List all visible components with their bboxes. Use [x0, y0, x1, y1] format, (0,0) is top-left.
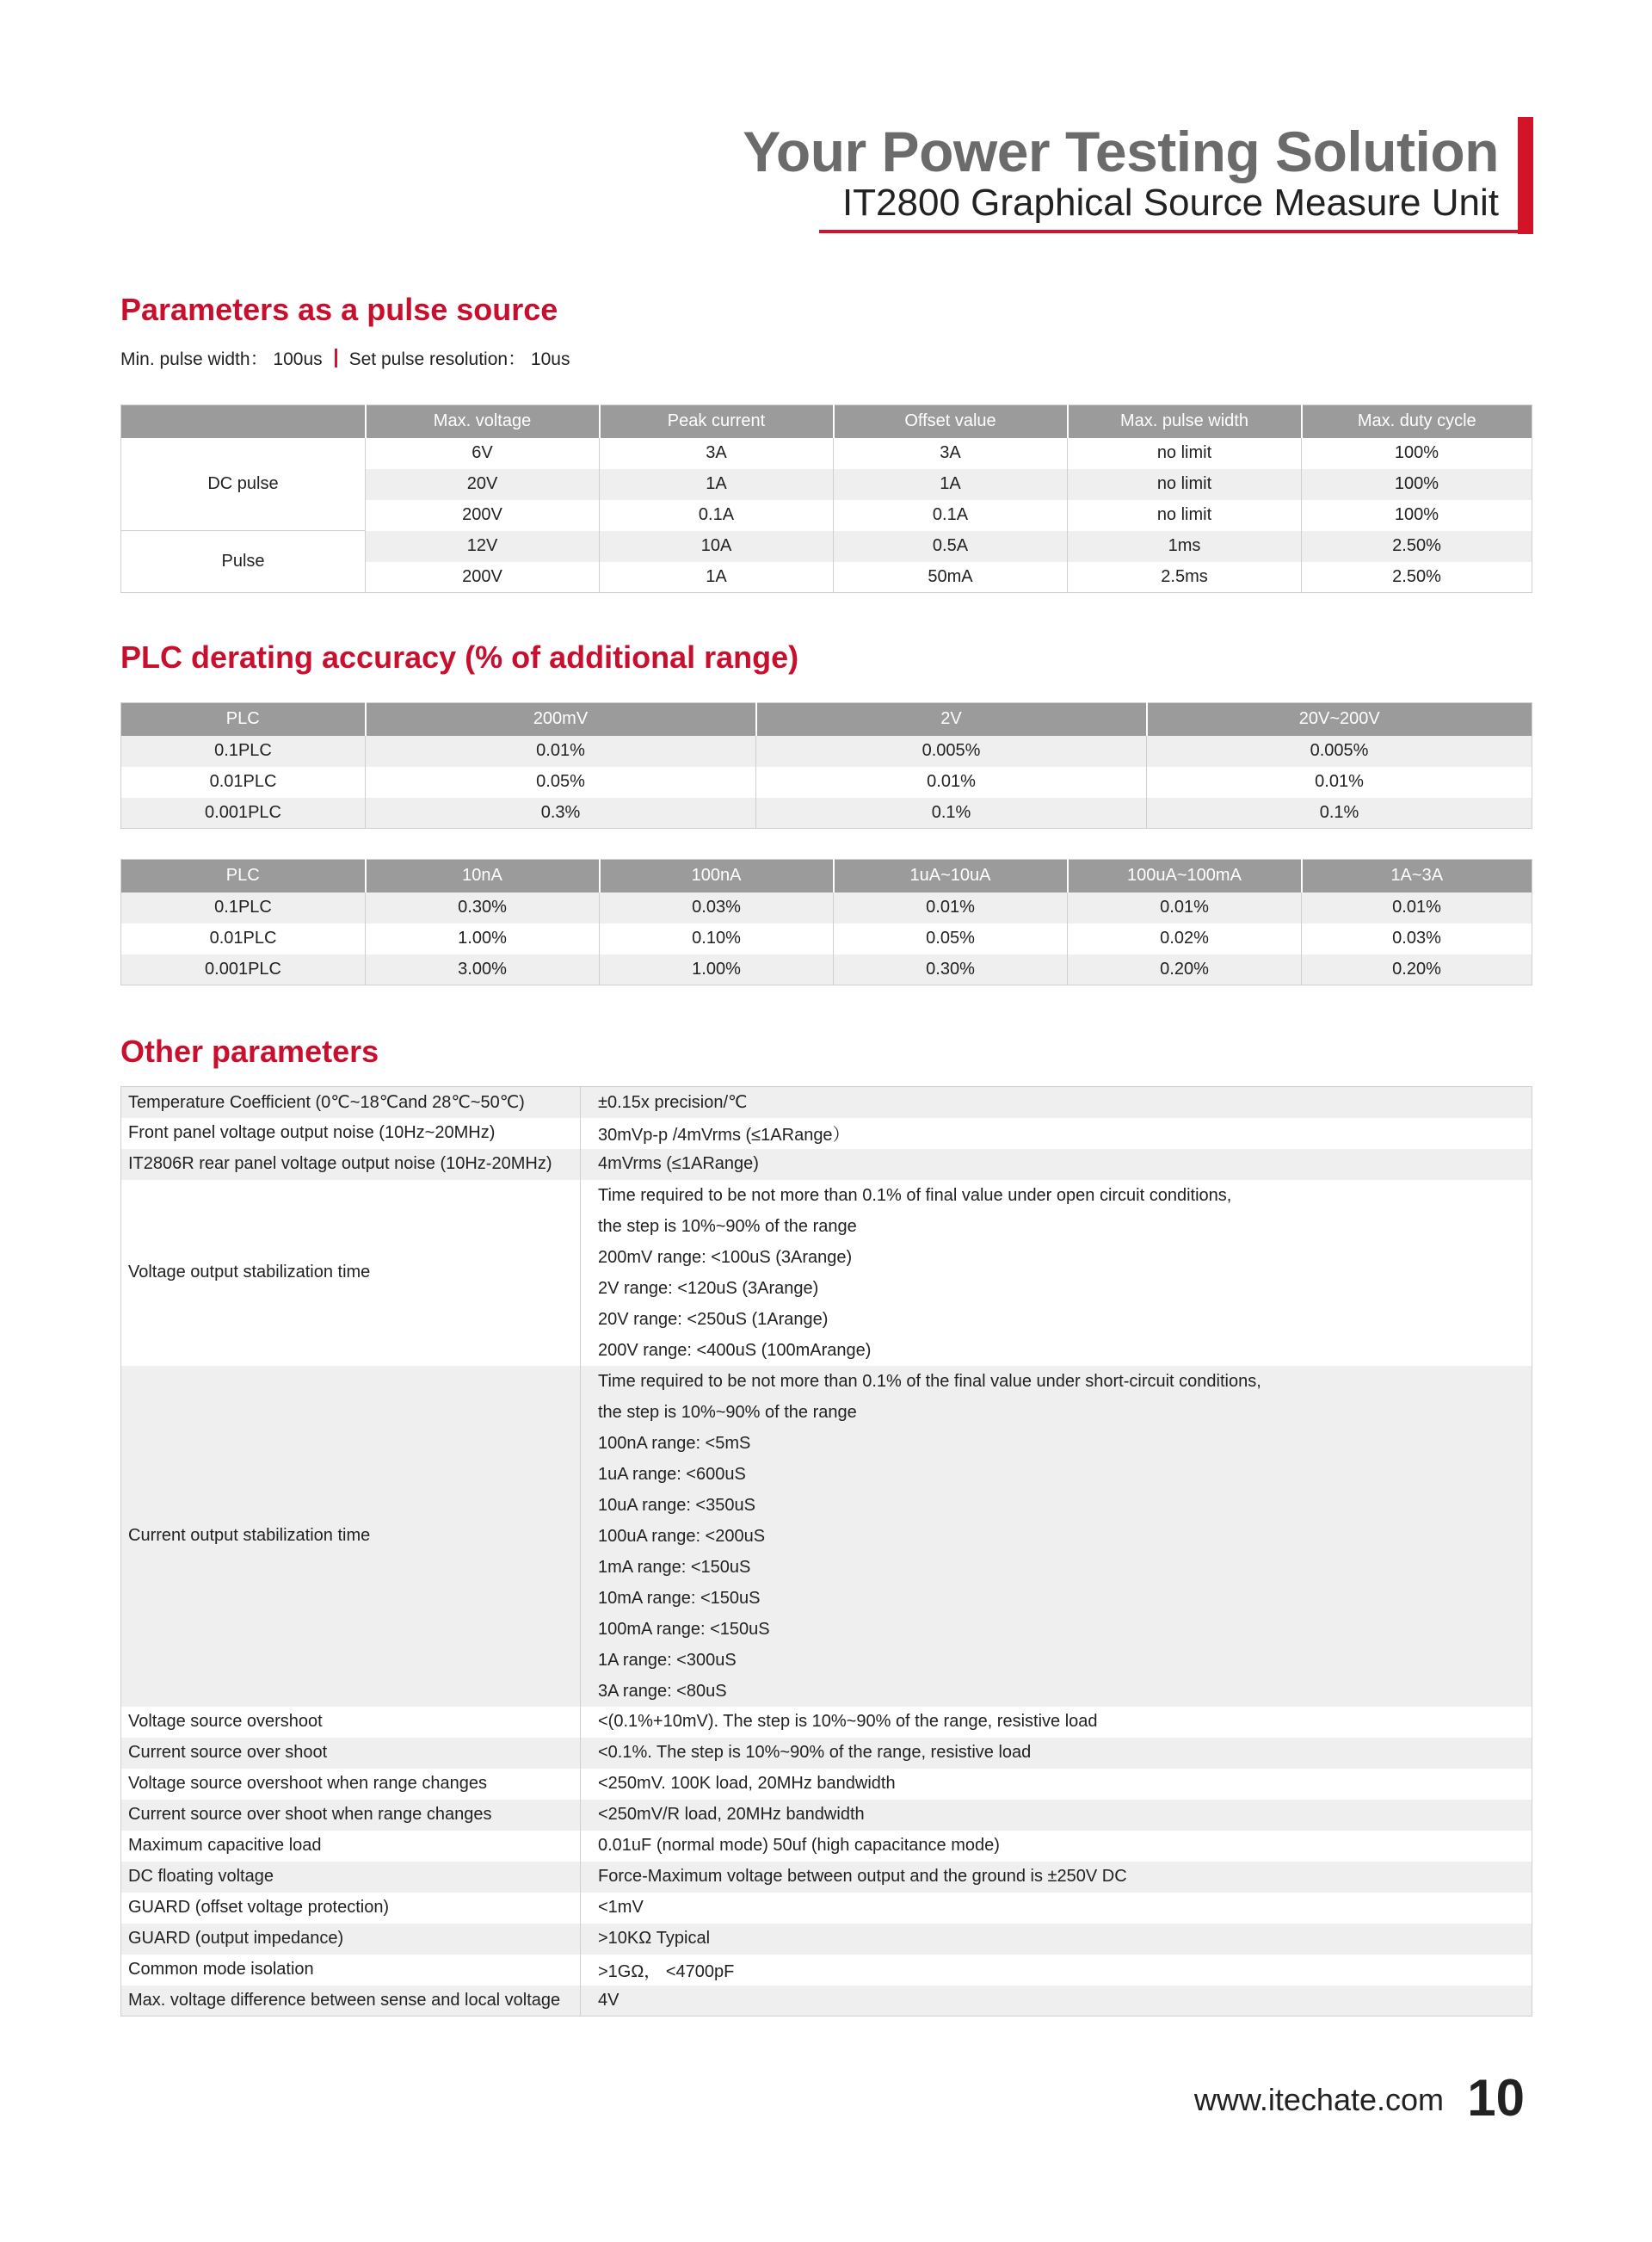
- parameter-value: 4V: [581, 1986, 1532, 2017]
- pulse-resolution: Set pulse resolution： 10us: [348, 349, 570, 369]
- footer-url: www.itechate.com: [1193, 2082, 1444, 2117]
- table-row: [121, 892, 1532, 923]
- pulse-value-cell: 10A: [600, 531, 834, 562]
- table-row: [121, 1149, 1532, 1180]
- plc-header-cell: 1uA~10uA: [834, 860, 1068, 892]
- parameter-value: >10KΩ Typical: [581, 1924, 1532, 1955]
- parameter-value-line: 200V range: <400uS (100mArange): [598, 1340, 872, 1360]
- parameter-name: Voltage source overshoot: [121, 1707, 581, 1738]
- pulse-info-line: [120, 348, 570, 372]
- info-separator: [335, 349, 337, 367]
- parameter-value-line: 10mA range: <150uS: [598, 1588, 761, 1608]
- parameter-name: Current source over shoot when range changes: [121, 1800, 581, 1831]
- parameter-value: >1GΩ， <4700pF: [581, 1955, 1532, 1986]
- min-pulse-width: Min. pulse width： 100us: [120, 349, 323, 369]
- plc-value-cell: 0.20%: [1068, 954, 1302, 985]
- pulse-value-cell: 1A: [600, 562, 834, 593]
- pulse-value-cell: 0.1A: [600, 500, 834, 531]
- parameter-name: Voltage output stabilization time: [121, 1180, 581, 1366]
- pulse-value-cell: 12V: [366, 531, 600, 562]
- parameter-value-line: 100mA range: <150uS: [598, 1619, 770, 1639]
- plc-header-cell: 2V: [756, 703, 1147, 736]
- plc-value-cell: 0.1PLC: [121, 736, 366, 767]
- parameter-value: 4mVrms (≤1ARange): [581, 1149, 1532, 1180]
- pulse-value-cell: 200V: [366, 500, 600, 531]
- plc-value-cell: 0.01%: [756, 767, 1147, 798]
- pulse-value-cell: no limit: [1068, 438, 1302, 469]
- table-row: [121, 736, 1532, 767]
- pulse-value-cell: 3A: [834, 438, 1068, 469]
- table-row: [121, 923, 1532, 954]
- plc-value-cell: 0.10%: [600, 923, 834, 954]
- table-row: [121, 1366, 1532, 1707]
- page-header: [743, 117, 1533, 234]
- plc-value-cell: 0.30%: [834, 954, 1068, 985]
- page-number: 10: [1467, 2069, 1525, 2127]
- parameter-name: GUARD (output impedance): [121, 1924, 581, 1955]
- other-parameters-table: [120, 1086, 1532, 2017]
- plc-value-cell: 1.00%: [600, 954, 834, 985]
- pulse-group-label: Pulse: [121, 531, 366, 593]
- plc-value-cell: 0.30%: [366, 892, 600, 923]
- parameter-name: Common mode isolation: [121, 1955, 581, 1986]
- table-row: [121, 1986, 1532, 2017]
- pulse-header-cell: Max. voltage: [366, 405, 600, 438]
- table-row: [121, 954, 1532, 985]
- plc-current-header: [121, 860, 1532, 892]
- pulse-header-cell: [121, 405, 366, 438]
- pulse-header-cell: Peak current: [600, 405, 834, 438]
- pulse-value-cell: 2.50%: [1302, 531, 1532, 562]
- pulse-section-title: Parameters as a pulse source: [120, 292, 558, 327]
- plc-section-title: PLC derating accuracy (% of additional range): [120, 639, 799, 675]
- pulse-value-cell: 1A: [834, 469, 1068, 500]
- pulse-value-cell: 1ms: [1068, 531, 1302, 562]
- table-row: [121, 1118, 1532, 1149]
- parameter-name: Current output stabilization time: [121, 1366, 581, 1707]
- plc-value-cell: 0.001PLC: [121, 954, 366, 985]
- pulse-value-cell: 200V: [366, 562, 600, 593]
- header-subtitle: IT2800 Graphical Source Measure Unit: [841, 182, 1499, 224]
- parameter-value-line: 1uA range: <600uS: [598, 1464, 746, 1484]
- plc-value-cell: 0.01%: [834, 892, 1068, 923]
- parameter-name: Current source over shoot: [121, 1738, 581, 1769]
- plc-value-cell: 0.01%: [1147, 767, 1532, 798]
- plc-value-cell: 0.01%: [366, 736, 756, 767]
- plc-value-cell: 1.00%: [366, 923, 600, 954]
- plc-voltage-header: [121, 703, 1532, 736]
- plc-value-cell: 0.05%: [834, 923, 1068, 954]
- parameter-value: <250mV/R load, 20MHz bandwidth: [581, 1800, 1532, 1831]
- plc-value-cell: 0.03%: [600, 892, 834, 923]
- parameter-name: Max. voltage difference between sense and local voltage: [121, 1986, 581, 2017]
- parameter-value: Force-Maximum voltage between output and the ground is ±250V DC: [581, 1862, 1532, 1893]
- table-row: [121, 1924, 1532, 1955]
- parameter-value: <250mV. 100K load, 20MHz bandwidth: [581, 1769, 1532, 1800]
- parameter-value-line: 10uA range: <350uS: [598, 1495, 755, 1515]
- parameter-name: Front panel voltage output noise (10Hz~20MHz): [121, 1118, 581, 1149]
- pulse-value-cell: 0.5A: [834, 531, 1068, 562]
- plc-value-cell: 0.03%: [1302, 923, 1532, 954]
- table-row: [121, 1800, 1532, 1831]
- plc-header-cell: PLC: [121, 703, 366, 736]
- pulse-value-cell: no limit: [1068, 500, 1302, 531]
- pulse-value-cell: 6V: [366, 438, 600, 469]
- parameter-value-line: 100nA range: <5mS: [598, 1433, 751, 1453]
- pulse-value-cell: 1A: [600, 469, 834, 500]
- pulse-table: [120, 405, 1532, 593]
- parameter-value: 0.01uF (normal mode) 50uf (high capacitance mode): [581, 1831, 1532, 1862]
- table-row: [121, 438, 1532, 469]
- table-row: [121, 1955, 1532, 1986]
- pulse-header-cell: Max. duty cycle: [1302, 405, 1532, 438]
- plc-voltage-table: [120, 702, 1532, 829]
- parameter-value-line: 1mA range: <150uS: [598, 1557, 751, 1577]
- plc-header-cell: 1A~3A: [1302, 860, 1532, 892]
- pulse-header-cell: Offset value: [834, 405, 1068, 438]
- table-row: [121, 1893, 1532, 1924]
- parameter-value-line: 2V range: <120uS (3Arange): [598, 1278, 819, 1298]
- plc-value-cell: 0.1PLC: [121, 892, 366, 923]
- table-row: [121, 1087, 1532, 1118]
- plc-value-cell: 0.02%: [1068, 923, 1302, 954]
- plc-value-cell: 0.05%: [366, 767, 756, 798]
- parameter-value-line: Time required to be not more than 0.1% of the final value under short-circuit conditions,: [598, 1371, 1261, 1391]
- table-row: [121, 798, 1532, 829]
- table-row: [121, 767, 1532, 798]
- parameter-value: ±0.15x precision/℃: [581, 1087, 1532, 1118]
- parameter-value-line: 3A range: <80uS: [598, 1681, 727, 1701]
- pulse-value-cell: no limit: [1068, 469, 1302, 500]
- parameter-name: Temperature Coefficient (0℃~18℃and 28℃~50℃): [121, 1087, 581, 1118]
- pulse-value-cell: 3A: [600, 438, 834, 469]
- plc-header-cell: 20V~200V: [1147, 703, 1532, 736]
- header-underline: [819, 230, 1533, 233]
- plc-value-cell: 0.01PLC: [121, 767, 366, 798]
- plc-header-cell: PLC: [121, 860, 366, 892]
- plc-value-cell: 0.01%: [1068, 892, 1302, 923]
- header-accent-bar: [1518, 117, 1533, 234]
- plc-value-cell: 0.20%: [1302, 954, 1532, 985]
- plc-value-cell: 0.01%: [1302, 892, 1532, 923]
- parameter-name: DC floating voltage: [121, 1862, 581, 1893]
- parameter-value: 30mVp-p /4mVrms (≤1ARange）: [581, 1118, 1532, 1149]
- parameter-value: <(0.1%+10mV). The step is 10%~90% of the range, resistive load: [581, 1707, 1532, 1738]
- pulse-group-label: DC pulse: [121, 438, 366, 531]
- plc-header-cell: 100uA~100mA: [1068, 860, 1302, 892]
- table-row: [121, 1769, 1532, 1800]
- parameter-value-line: 100uA range: <200uS: [598, 1526, 766, 1546]
- plc-value-cell: 0.005%: [756, 736, 1147, 767]
- plc-value-cell: 0.005%: [1147, 736, 1532, 767]
- other-section-title: Other parameters: [120, 1034, 379, 1069]
- parameter-value: [581, 1180, 1532, 1366]
- pulse-value-cell: 100%: [1302, 500, 1532, 531]
- pulse-table-header: [121, 405, 1532, 438]
- pulse-header-cell: Max. pulse width: [1068, 405, 1302, 438]
- plc-value-cell: 0.1%: [756, 798, 1147, 829]
- table-row: [121, 1738, 1532, 1769]
- pulse-value-cell: 2.50%: [1302, 562, 1532, 593]
- plc-value-cell: 0.3%: [366, 798, 756, 829]
- parameter-name: Voltage source overshoot when range changes: [121, 1769, 581, 1800]
- table-row: [121, 1707, 1532, 1738]
- plc-value-cell: 0.1%: [1147, 798, 1532, 829]
- pulse-value-cell: 0.1A: [834, 500, 1068, 531]
- parameter-value: [581, 1366, 1532, 1707]
- parameter-value-line: 20V range: <250uS (1Arange): [598, 1309, 829, 1329]
- table-row: [121, 1831, 1532, 1862]
- plc-header-cell: 100nA: [600, 860, 834, 892]
- table-row: [121, 1862, 1532, 1893]
- plc-value-cell: 0.01PLC: [121, 923, 366, 954]
- header-title: Your Power Testing Solution: [743, 120, 1499, 183]
- parameter-name: Maximum capacitive load: [121, 1831, 581, 1862]
- table-row: [121, 531, 1532, 562]
- pulse-value-cell: 20V: [366, 469, 600, 500]
- plc-header-cell: 200mV: [366, 703, 756, 736]
- parameter-value-line: Time required to be not more than 0.1% of final value under open circuit conditions,: [598, 1185, 1232, 1205]
- plc-value-cell: 0.001PLC: [121, 798, 366, 829]
- parameter-value-line: the step is 10%~90% of the range: [598, 1216, 857, 1236]
- parameter-value: <0.1%. The step is 10%~90% of the range, resistive load: [581, 1738, 1532, 1769]
- pulse-value-cell: 100%: [1302, 469, 1532, 500]
- pulse-value-cell: 50mA: [834, 562, 1068, 593]
- parameter-name: IT2806R rear panel voltage output noise (10Hz-20MHz): [121, 1149, 581, 1180]
- parameter-value-line: 1A range: <300uS: [598, 1650, 737, 1670]
- plc-current-table: [120, 859, 1532, 985]
- parameter-value: <1mV: [581, 1893, 1532, 1924]
- parameter-value-line: the step is 10%~90% of the range: [598, 1402, 857, 1422]
- parameter-value-line: 200mV range: <100uS (3Arange): [598, 1247, 853, 1267]
- parameter-name: GUARD (offset voltage protection): [121, 1893, 581, 1924]
- plc-header-cell: 10nA: [366, 860, 600, 892]
- table-row: [121, 1180, 1532, 1366]
- pulse-value-cell: 2.5ms: [1068, 562, 1302, 593]
- plc-value-cell: 3.00%: [366, 954, 600, 985]
- pulse-value-cell: 100%: [1302, 438, 1532, 469]
